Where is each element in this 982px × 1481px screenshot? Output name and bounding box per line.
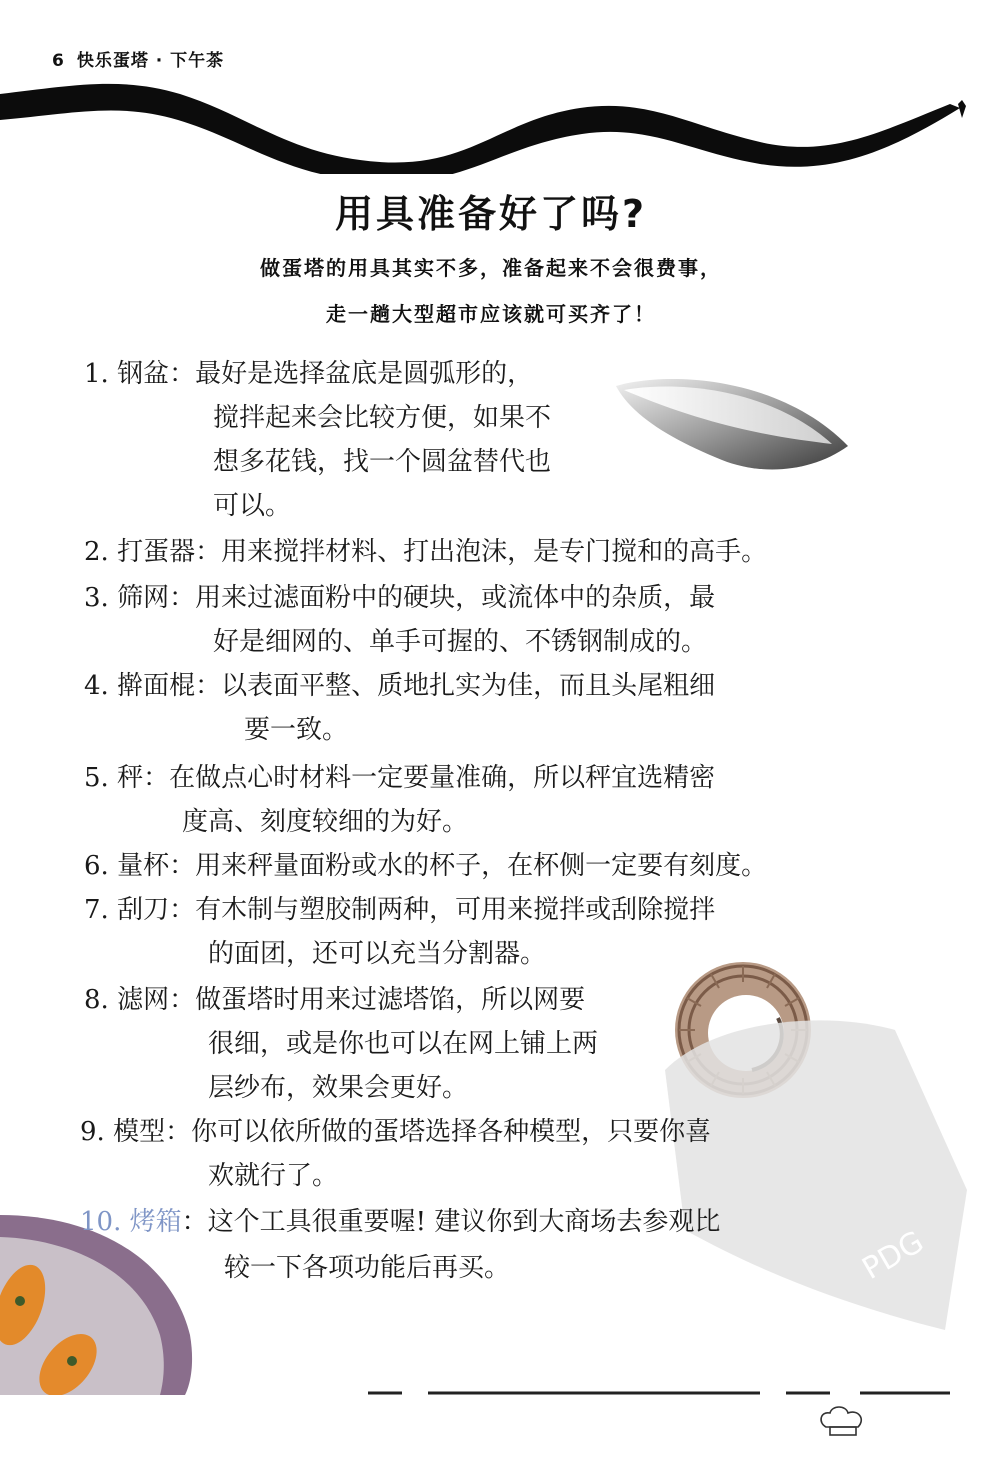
item-number: 2. xyxy=(84,537,109,567)
item-8-line-3: 层纱布，效果会更好。 xyxy=(208,1073,469,1103)
item-text-line-1: 用来过滤面粉中的硬块，或流体中的杂质，最 xyxy=(195,583,716,613)
brush-wave-divider xyxy=(0,64,982,174)
item-text-line-1: 用来搅拌材料、打出泡沫，是专门搅和的高手。 xyxy=(221,537,768,567)
list-item-4: 4. 擀面棍：以表面平整、质地扎实为佳，而且头尾粗细 xyxy=(84,664,715,708)
list-item-3: 3. 筛网：用来过滤面粉中的硬块，或流体中的杂质，最 xyxy=(84,576,715,620)
item-5-line-2: 度高、刻度较细的为好。 xyxy=(182,807,469,837)
item-text-line-1: 有木制与塑胶制两种，可用来搅拌或刮除搅拌 xyxy=(195,895,716,925)
list-item-1: 1. 钢盆：最好是选择盆底是圆弧形的， xyxy=(84,352,533,396)
item-name: 模型 xyxy=(113,1117,166,1147)
item-10-line-2: 较一下各项功能后再买。 xyxy=(224,1253,511,1283)
subtitle-line-1: 做蛋塔的用具其实不多，准备起来不会很费事， xyxy=(260,256,722,280)
item-3-line-2: 好是细网的、单手可握的、不锈钢制成的。 xyxy=(213,627,708,657)
item-text-line-1: 做蛋塔时用来过滤塔馅，所以网要 xyxy=(195,985,586,1015)
item-name: 钢盆 xyxy=(117,359,170,389)
list-item-8: 8. 滤网：做蛋塔时用来过滤塔馅，所以网要 xyxy=(84,978,585,1022)
item-number: 9. xyxy=(80,1117,105,1147)
item-text-line-1: 在做点心时材料一定要量准确，所以秤宜选精密 xyxy=(169,763,716,793)
item-4-line-2: 要一致。 xyxy=(244,715,349,745)
page-title: 用具准备好了吗? xyxy=(334,192,648,236)
item-number: 4. xyxy=(84,671,109,701)
item-1-line-4: 可以。 xyxy=(213,491,292,521)
item-1-line-3: 想多花钱，找一个圆盆替代也 xyxy=(213,447,552,477)
item-name: 滤网 xyxy=(117,985,170,1015)
item-name: 烤箱 xyxy=(129,1207,182,1237)
item-text-line-1: 最好是选择盆底是圆弧形的， xyxy=(195,359,534,389)
list-item-6: 6. 量杯：用来秤量面粉或水的杯子，在杯侧一定要有刻度。 xyxy=(84,844,767,888)
item-number: 10. xyxy=(80,1207,122,1237)
item-number: 6. xyxy=(84,851,109,881)
footer-divider xyxy=(360,1385,960,1405)
item-7-line-2: 的面团，还可以充当分割器。 xyxy=(208,939,547,969)
item-name: 量杯 xyxy=(117,851,170,881)
list-item-7: 7. 刮刀：有木制与塑胶制两种，可用来搅拌或刮除搅拌 xyxy=(84,888,715,932)
steel-bowl-illustration xyxy=(612,368,852,478)
list-item-10: 10. 烤箱：这个工具很重要喔! 建议你到大商场去参观比 xyxy=(80,1200,720,1244)
item-text-line-1: 用来秤量面粉或水的杯子，在杯侧一定要有刻度。 xyxy=(195,851,768,881)
item-8-line-2: 很细，或是你也可以在网上铺上两 xyxy=(208,1029,599,1059)
item-name: 刮刀 xyxy=(117,895,170,925)
watermark-text: PDG xyxy=(856,1224,930,1287)
list-item-2: 2. 打蛋器：用来搅拌材料、打出泡沫，是专门搅和的高手。 xyxy=(84,530,767,574)
item-number: 5. xyxy=(84,763,109,793)
subtitle-line-2: 走一趟大型超市应该就可买齐了！ xyxy=(326,302,656,326)
book-title: 快乐蛋塔 · 下午茶 xyxy=(76,51,225,71)
list-item-9: 9. 模型：你可以依所做的蛋塔选择各种模型，只要你喜 xyxy=(80,1110,711,1154)
item-number: 1. xyxy=(84,359,109,389)
item-number: 8. xyxy=(84,985,109,1015)
pdg-watermark xyxy=(655,1010,975,1340)
item-name: 打蛋器 xyxy=(117,537,196,567)
item-text-line-1: 以表面平整、质地扎实为佳，而且头尾粗细 xyxy=(221,671,716,701)
chef-hat-icon xyxy=(818,1403,868,1439)
item-text-line-1: 这个工具很重要喔! 建议你到大商场去参观比 xyxy=(207,1207,721,1237)
list-item-5: 5. 秤：在做点心时材料一定要量准确，所以秤宜选精密 xyxy=(84,756,715,800)
item-9-line-2: 欢就行了。 xyxy=(208,1161,339,1191)
item-name: 筛网 xyxy=(117,583,170,613)
item-number: 3. xyxy=(84,583,109,613)
item-name: 秤 xyxy=(117,763,144,793)
item-1-line-2: 搅拌起来会比较方便，如果不 xyxy=(213,403,552,433)
page-number: 6 xyxy=(52,51,65,71)
item-number: 7. xyxy=(84,895,109,925)
item-name: 擀面棍 xyxy=(117,671,196,701)
item-text-line-1: 你可以依所做的蛋塔选择各种模型，只要你喜 xyxy=(191,1117,712,1147)
